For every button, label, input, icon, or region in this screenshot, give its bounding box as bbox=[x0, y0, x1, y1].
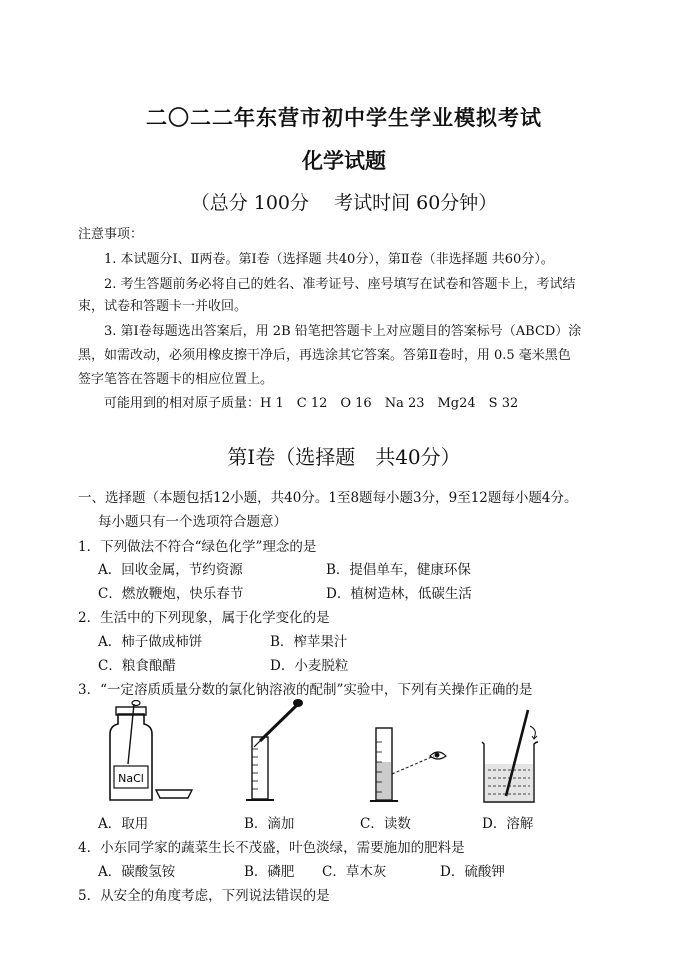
q5-stem: 5．从安全的角度考虑，下列说法错误的是 bbox=[78, 888, 330, 904]
q3-option-c: C．读数 bbox=[360, 816, 411, 832]
q2-option-a: A．柿子做成柿饼 bbox=[98, 634, 203, 650]
q2-option-d: D．小麦脱粒 bbox=[270, 658, 349, 674]
score-time: （总分 100分 考试时间 60分钟） bbox=[190, 192, 498, 214]
notice-item-3-line2: 黑，如需改动，必须用橡皮擦干净后，再选涂其它答案。答第Ⅱ卷时，用 0.5 毫米黑色 bbox=[78, 348, 571, 363]
figure-d-beaker-stirring bbox=[476, 706, 556, 806]
bottle-label: NaCl bbox=[118, 772, 144, 785]
q4-option-b: B．磷肥 bbox=[244, 864, 295, 880]
q1-option-a: A．回收金属，节约资源 bbox=[98, 562, 243, 578]
notice-heading: 注意事项： bbox=[78, 227, 144, 242]
q1-stem: 1．下列做法不符合“绿色化学”理念的是 bbox=[78, 539, 317, 555]
notice-item-2-line2: 束，试卷和答题卡一并收回。 bbox=[78, 299, 248, 314]
notice-item-1: 1. 本试题分Ⅰ、Ⅱ两卷。第Ⅰ卷（选择题 共40分），第Ⅱ卷（非选择题 共60分）。 bbox=[104, 252, 554, 267]
q3-option-d: D．溶解 bbox=[482, 816, 534, 832]
q4-option-c: C．草木灰 bbox=[322, 864, 387, 880]
q3-option-a: A．取用 bbox=[98, 816, 149, 832]
subject-title: 化学试题 bbox=[302, 148, 386, 173]
section-intro-line1: 一、选择题（本题包括12小题，共40分。1至8题每小题3分，9至12题每小题4分。 bbox=[78, 490, 578, 506]
q4-option-d: D．硫酸钾 bbox=[440, 864, 505, 880]
figure-b-dropper-cylinder bbox=[242, 697, 312, 807]
notice-item-2-line1: 2. 考生答题前务必将自己的姓名、准考证号、座号填写在试卷和答题卡上，考试结 bbox=[104, 277, 576, 292]
notice-item-3-line3: 签字笔答在答题卡的相应位置上。 bbox=[78, 372, 274, 387]
exam-title: 二〇二二年东营市初中学生学业模拟考试 bbox=[146, 105, 542, 130]
q2-option-b: B．榨苹果汁 bbox=[270, 634, 348, 650]
q3-option-b: B．滴加 bbox=[244, 816, 295, 832]
q1-option-c: C．燃放鞭炮，快乐春节 bbox=[98, 586, 244, 602]
atomic-mass-line: 可能用到的相对原子质量：H 1 C 12 O 16 Na 23 Mg24 S 32 bbox=[104, 396, 519, 411]
figure-a-reagent-bottle bbox=[100, 700, 210, 805]
q2-stem: 2．生活中的下列现象，属于化学变化的是 bbox=[78, 610, 330, 626]
section-intro-line2: 每小题只有一个选项符合题意） bbox=[98, 514, 287, 530]
q1-option-b: B．提倡单车，健康环保 bbox=[326, 562, 471, 578]
q2-option-c: C．粮食酿醋 bbox=[98, 658, 176, 674]
q4-option-a: A．碳酸氢铵 bbox=[98, 864, 176, 880]
q3-stem: 3．“一定溶质质量分数的氯化钠溶液的配制”实验中，下列有关操作正确的是 bbox=[78, 682, 533, 698]
section-title: 第Ⅰ卷（选择题 共40分） bbox=[227, 445, 461, 469]
q4-stem: 4．小东同学家的蔬菜生长不茂盛，叶色淡绿，需要施加的肥料是 bbox=[78, 840, 465, 856]
q1-option-d: D．植树造林，低碳生活 bbox=[326, 586, 472, 602]
figure-c-reading-cylinder bbox=[370, 722, 465, 807]
notice-item-3-line1: 3. 第Ⅰ卷每题选出答案后，用 2B 铅笔把答题卡上对应题目的答案标号（ABCD）涂 bbox=[104, 324, 582, 339]
